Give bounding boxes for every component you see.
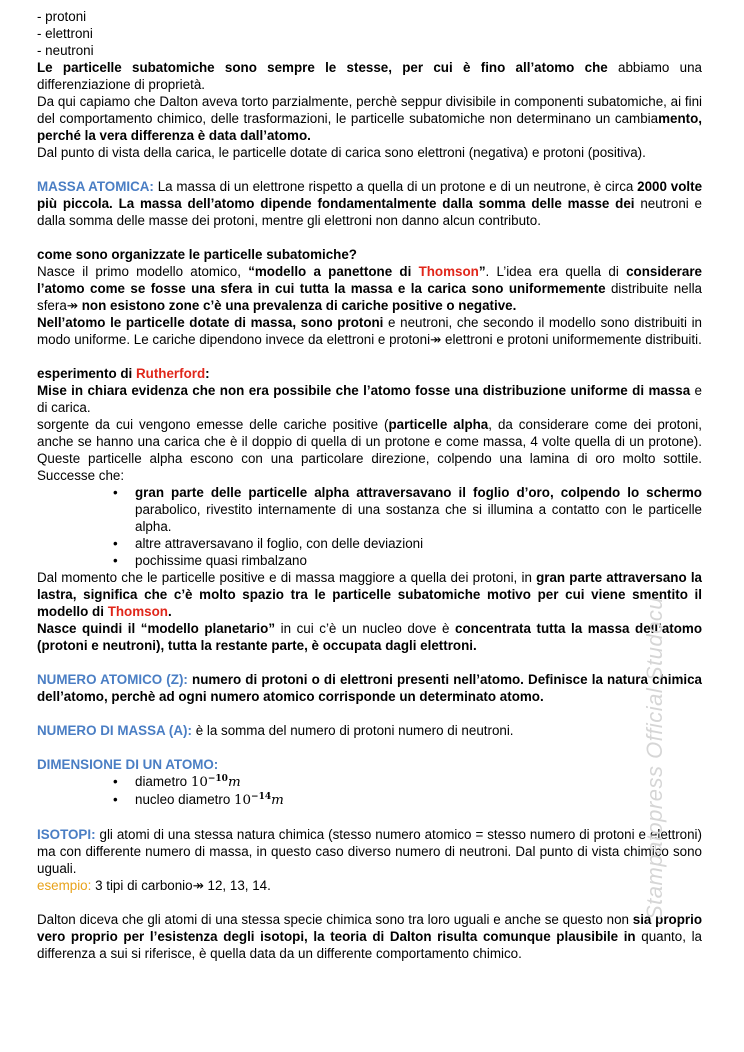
paragraph-dalton	[37, 93, 702, 144]
bold-text: Nell’atomo le particelle dotate di massa, sono protoni	[37, 315, 384, 330]
bullet-icon: •	[113, 553, 118, 568]
math-unit: m	[227, 775, 241, 790]
bold-text: .	[167, 604, 172, 619]
bullet-icon: •	[113, 792, 118, 807]
list-item	[37, 552, 702, 569]
list-item	[37, 791, 702, 809]
bold-text: Mise in chiara evidenza che non era possibile che l’atomo fosse una distribuzione uniforme di massa	[37, 383, 691, 398]
bold-text: sia proprio vero proprio per l’esistenza degli isotopi, la teoria di Dalton risulta comunque plausibile in	[37, 912, 702, 944]
name-rutherford: Rutherford	[135, 366, 206, 381]
size-list	[37, 773, 702, 809]
results-list	[37, 484, 702, 569]
text: pochissime quasi rimbalzano	[135, 553, 307, 568]
text: Da qui capiamo che Dalton aveva torto parzialmente, perchè seppur divisibile in componenti subatomiche, ai fini del comportamento chimico, delle trasformazioni, le particelle subatomiche non determinano un cambia	[37, 94, 702, 126]
bold-text: Nasce quindi il “modello planetario”	[37, 621, 276, 636]
text: 12, 13, 14.	[203, 878, 271, 893]
paragraph-conclusion	[37, 569, 702, 620]
text: elettroni e protoni uniformemente distribuiti.	[441, 332, 702, 347]
name-thomson: Thomson	[418, 264, 479, 279]
text: nucleo diametro	[135, 792, 234, 807]
bold-text: “modello a panettone di	[248, 264, 419, 279]
text: , da considerare come dei protoni, anche se hanno una carica che è il doppio di quella di un protone e come massa, 4 volte quella di un protone). Queste particelle alpha escono con una particolare direzione, colpendo una lamina di oro molto sottile. Successe che:	[37, 417, 702, 483]
bold-text: ”	[478, 264, 486, 279]
section-label: NUMERO ATOMICO (Z):	[37, 672, 188, 687]
paragraph-planetary	[37, 620, 702, 654]
text: neutroni e dalla somma delle masse dei protoni, mentre gli elettroni non danno alcun contributo.	[37, 196, 702, 228]
text: diametro	[135, 774, 191, 789]
particle-list	[37, 8, 702, 59]
math-exponent: −14	[251, 792, 272, 802]
section-atom-size: DIMENSIONE DI UN ATOMO:	[37, 757, 219, 772]
text: Dalton diceva che gli atomi di una stessa specie chimica sono tra loro uguali e anche se questo non	[37, 912, 633, 927]
bullet-icon: •	[113, 485, 118, 500]
list-item: - elettroni	[37, 26, 93, 41]
text: in cui c’è un nucleo dove è	[275, 621, 456, 636]
math-value	[191, 775, 241, 790]
heading-organization: come sono organizzate le particelle subatomiche?	[37, 247, 357, 262]
arrow-icon: ↠	[430, 332, 442, 347]
section-label: MASSA ATOMICA:	[37, 179, 154, 194]
watermark: Stampatopress Official Studocu	[642, 596, 667, 920]
text: esperimento di	[37, 366, 136, 381]
text: gli atomi di una stessa natura chimica (stesso numero atomico = stesso numero di protoni e elettroni) ma con differente numero di massa, in questo caso diverso numero di neutroni. Dal punto di vista chimico sono uguali.	[37, 827, 702, 876]
bold-text: mento, perché la vera differenza è data dall’atomo.	[37, 111, 702, 143]
bullet-icon: •	[113, 536, 118, 551]
bold-text: non esistono zone c’è una prevalenza di cariche positive o negative.	[78, 298, 517, 313]
math-unit: m	[271, 793, 284, 808]
paragraph-thomson-model	[37, 263, 702, 314]
name-thomson: Thomson	[107, 604, 168, 619]
text: :	[205, 366, 210, 381]
bold-text: gran parte delle particelle alpha attraversavano il foglio d’oro, colpendo lo schermo	[135, 485, 702, 500]
text: 3 tipi di carbonio	[91, 878, 193, 893]
document-page	[37, 8, 702, 962]
bold-text: considerare l’atomo come se fosse una sfera in cui tutta la massa e la carica sono uniformemente	[37, 264, 702, 296]
example-line	[37, 877, 702, 894]
text: abbiamo una differenziazione di proprietà.	[37, 60, 702, 92]
paragraph-uniform	[37, 314, 702, 348]
text: altre attraversavano il foglio, con delle deviazioni	[135, 536, 424, 551]
section-mass-number	[37, 722, 702, 739]
section-label: NUMERO DI MASSA (A):	[37, 723, 192, 738]
math-exponent: −10	[207, 774, 228, 784]
bold-text: particelle alpha	[388, 417, 489, 432]
text: . L’idea era quella di	[485, 264, 627, 279]
list-item: - protoni	[37, 9, 87, 24]
text: parabolico, rivestito internamente di una sostanza che si illumina a contatto con le particelle alpha.	[135, 502, 702, 534]
paragraph-source	[37, 416, 702, 484]
list-item: - neutroni	[37, 43, 94, 58]
arrow-icon: ↠	[66, 298, 79, 313]
bold-text: numero di protoni o di elettroni presenti nell’atomo. Definisce la natura chimica dell’atomo, perchè ad ogni numero atomico corrisponde un determinato atomo.	[37, 672, 702, 704]
section-atomic-mass	[37, 178, 702, 229]
text: quanto, la differenza a sui si riferisce, è quella data da un differente comportamento chimico.	[37, 929, 703, 961]
bold-text: Le particelle subatomiche sono sempre le stesse, per cui è fino all’atomo che	[37, 60, 608, 75]
list-item	[37, 535, 702, 552]
bold-text: 2000 volte più piccola. La massa dell’atomo dipende fondamentalmente dalla somma delle masse dei	[37, 179, 703, 211]
paragraph-rutherford	[37, 382, 702, 416]
bullet-icon: •	[113, 774, 118, 789]
list-item	[37, 484, 702, 535]
heading-rutherford	[37, 365, 702, 382]
text: è la somma del numero di protoni numero di neutroni.	[191, 723, 514, 738]
text: sorgente da cui vengono emesse delle cariche positive (	[37, 417, 389, 432]
arrow-icon: ↠	[192, 878, 204, 893]
paragraph-particles	[37, 59, 702, 93]
section-isotopes	[37, 826, 702, 877]
section-atomic-number	[37, 671, 702, 705]
bold-text: gran parte attraversano la lastra, significa che c’è molto spazio tra le particelle subatomiche motivo per cui viene smentito il modello di	[37, 570, 702, 619]
list-item	[37, 773, 702, 791]
math-base: 10	[234, 793, 252, 808]
text: Dal momento che le particelle positive e di massa maggiore a quella dei protoni, in	[37, 570, 537, 585]
text: La massa di un elettrone rispetto a quella di un protone e di un neutrone, è circa	[153, 179, 638, 194]
paragraph-charge: Dal punto di vista della carica, le particelle dotate di carica sono elettroni (negativa) e protoni (positiva).	[37, 145, 646, 160]
paragraph-dalton-isotopes	[37, 911, 702, 962]
text: Nasce il primo modello atomico,	[37, 264, 249, 279]
text: e di carica.	[37, 383, 703, 415]
math-value	[234, 793, 284, 808]
bold-text: concentrata tutta la massa dell’atomo (protoni e neutroni), tutta la restante parte, è occupata dagli elettroni.	[37, 621, 703, 653]
text: distribuite nella sfera	[37, 281, 702, 313]
example-label: esempio:	[37, 878, 92, 893]
section-label: ISOTOPI:	[37, 827, 96, 842]
math-base: 10	[190, 775, 208, 790]
text: e neutroni, che secondo il modello sono distribuiti in modo uniforme. Le cariche dipendono invece da elettroni e protoni	[37, 315, 703, 347]
